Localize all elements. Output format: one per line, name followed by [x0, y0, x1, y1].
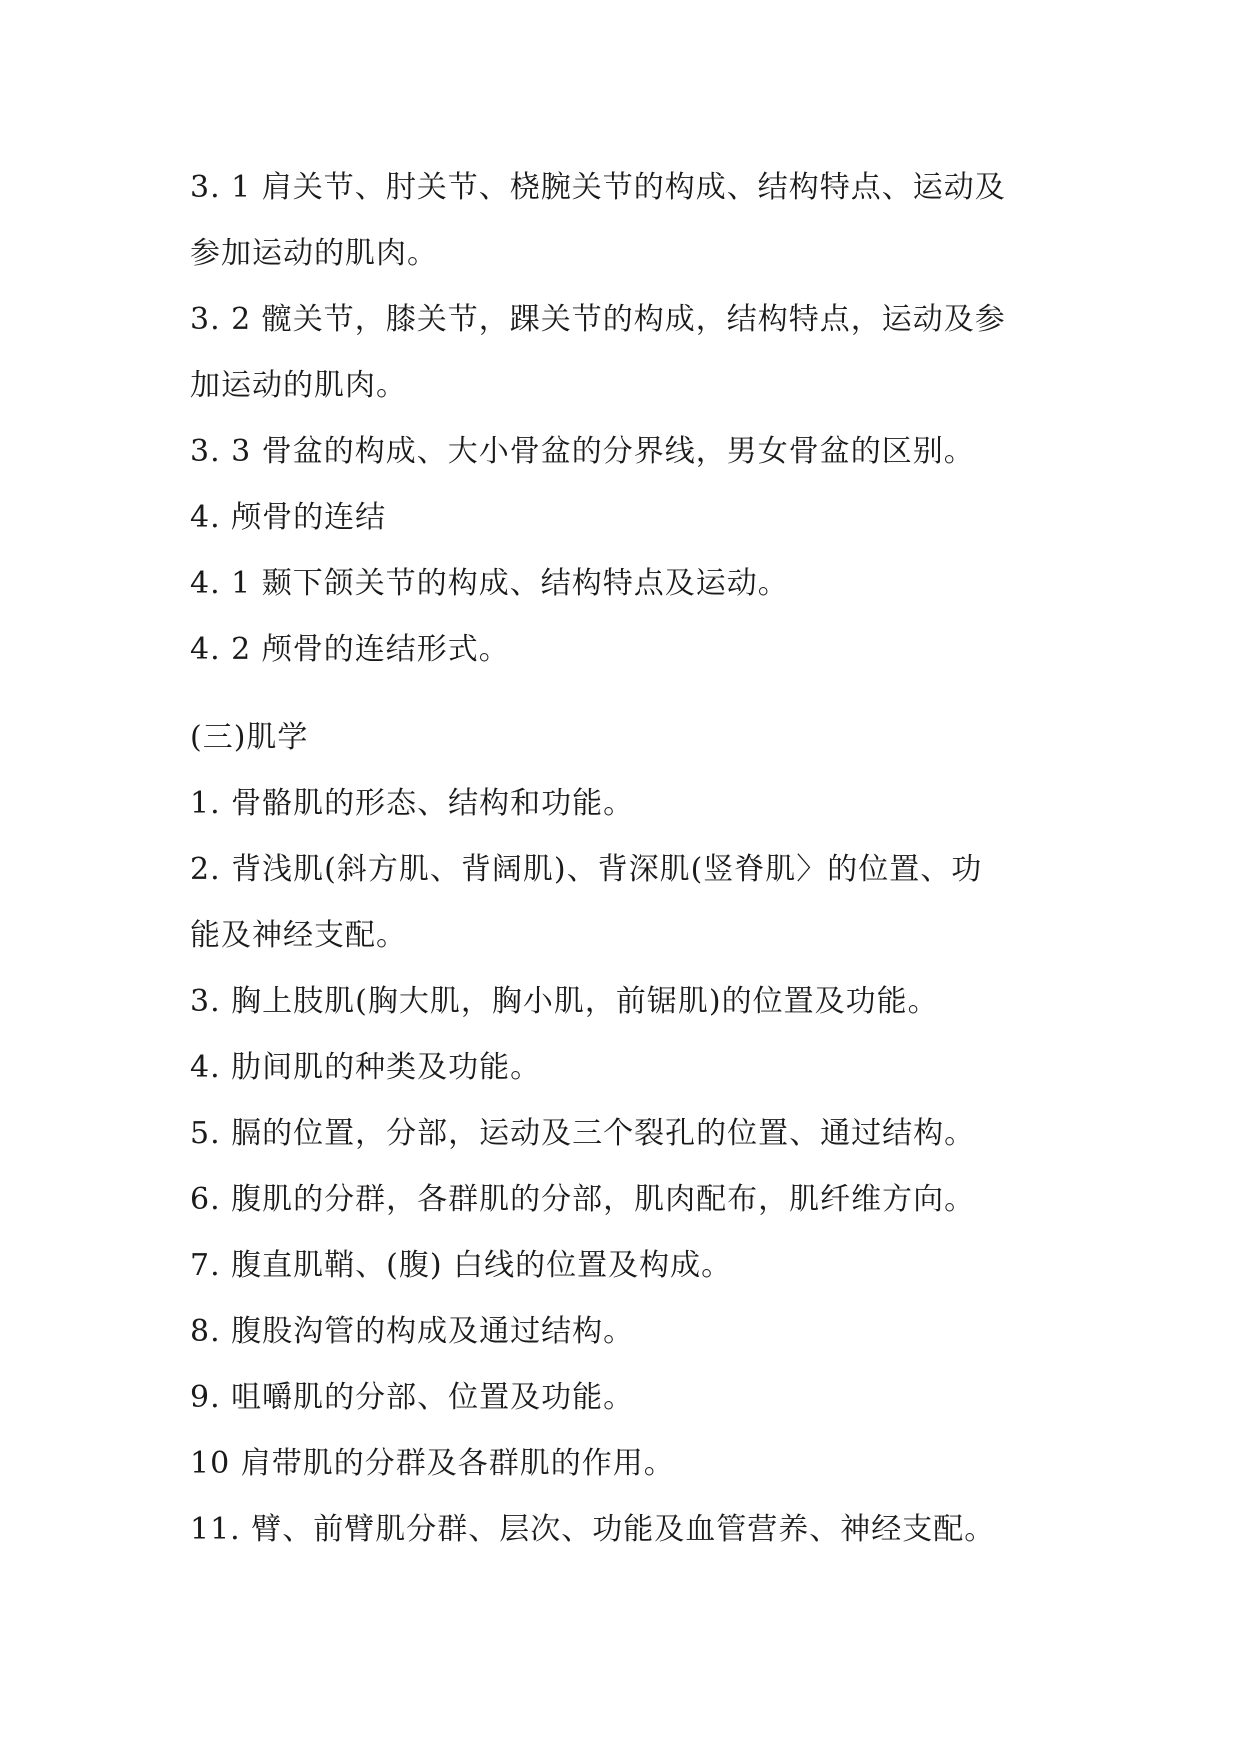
section-heading-muscle: (三)肌学 [190, 720, 309, 755]
text-line-5: 5. 膈的位置，分部，运动及三个裂孔的位置、通过结构。 [190, 1116, 976, 1151]
text-line-9: 9. 咀嚼肌的分部、位置及功能。 [190, 1380, 635, 1415]
text-line-3-1-a: 3. 1 肩关节、肘关节、桡腕关节的构成、结构特点、运动及 [190, 170, 1006, 205]
text-line-11: 11. 臂、前臂肌分群、层次、功能及血管营养、神经支配。 [190, 1512, 996, 1547]
text-line-10: 10 肩带肌的分群及各群肌的作用。 [190, 1446, 675, 1481]
text-line-4: 4. 肋间肌的种类及功能。 [190, 1050, 542, 1085]
text-line-1: 1. 骨骼肌的形态、结构和功能。 [190, 786, 635, 821]
section-heading-4: 4. 颅骨的连结 [190, 500, 387, 535]
text-line-3-2-b: 加运动的肌肉。 [190, 368, 407, 403]
text-line-4-1: 4. 1 颞下颌关节的构成、结构特点及运动。 [190, 566, 789, 601]
text-line-3-2-a: 3. 2 髋关节，膝关节，踝关节的构成，结构特点，运动及参 [190, 302, 1006, 337]
text-line-6: 6. 腹肌的分群，各群肌的分部，肌肉配布，肌纤维方向。 [190, 1182, 976, 1217]
text-line-2-b: 能及神经支配。 [190, 918, 407, 953]
section-gap [190, 683, 1070, 705]
text-line-3-1-b: 参加运动的肌肉。 [190, 236, 438, 271]
text-line-7: 7. 腹直肌鞘、(腹) 白线的位置及构成。 [190, 1248, 733, 1283]
text-line-2-a: 2. 背浅肌(斜方肌、背阔肌)、背深肌(竖脊肌〉的位置、功 [190, 852, 983, 887]
document-body [190, 155, 1070, 1563]
text-line-3-3: 3. 3 骨盆的构成、大小骨盆的分界线，男女骨盆的区别。 [190, 434, 975, 469]
text-line-4-2: 4. 2 颅骨的连结形式。 [190, 632, 510, 667]
text-line-3: 3. 胸上肢肌(胸大肌，胸小肌，前锯肌)的位置及功能。 [190, 984, 939, 1019]
text-line-8: 8. 腹股沟管的构成及通过结构。 [190, 1314, 635, 1349]
